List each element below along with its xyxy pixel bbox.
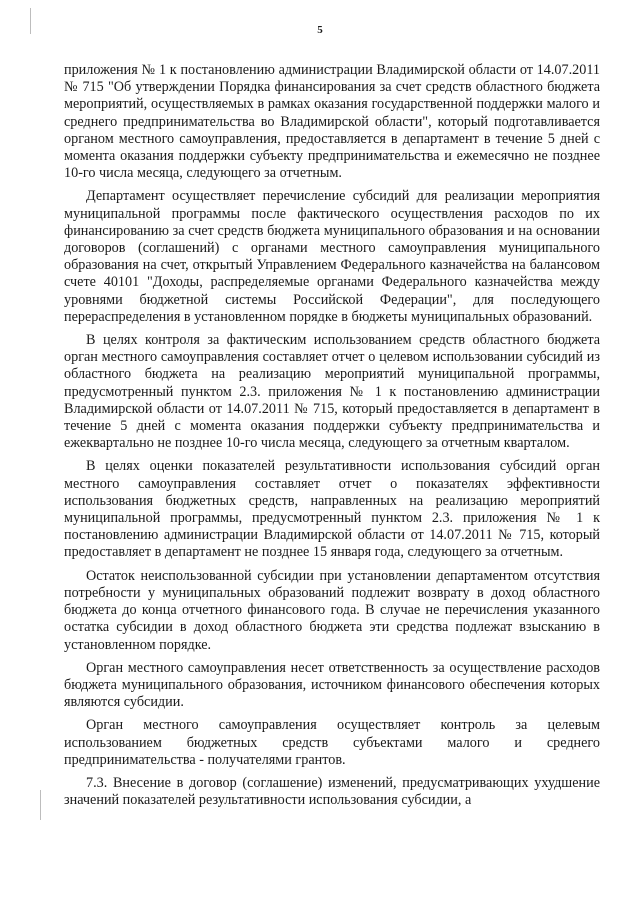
paragraph-7: Орган местного самоуправления осуществляет контроль за целевым использованием бюджетных средств субъектами малого и среднего предпринимательства - получателями грантов.: [64, 717, 600, 768]
paragraph-3: В целях контроля за фактическим использованием средств областного бюджета орган местного самоуправления составляет отчет о целевом использовании субсидий из областного бюджета на реализацию мероприятий муниципальной программы, предусмотренный пунктом 2.3. приложения № 1 к постановлению администрации Владимирской области от 14.07.2011 № 715, который предоставляется в департамент в течение 5 дней с момента оказания поддержки субъекту предпринимательства и ежеквартально не позднее 10-го числа месяца, следующего за отчетным кварталом.: [64, 332, 600, 452]
document-body: [64, 62, 600, 815]
paragraph-5: Остаток неиспользованной субсидии при установлении департаментом отсутствия потребности у муниципальных образований подлежит возврату в доход областного бюджета до конца отчетного финансового года. В случае не перечисления указанного остатка субсидии в доход областного бюджета эти средства подлежат взысканию в установленном порядке.: [64, 567, 600, 653]
paragraph-8: 7.3. Внесение в договор (соглашение) изменений, предусматривающих ухудшение значений показателей результативности использования субсидии, а: [64, 774, 600, 809]
paragraph-2: Департамент осуществляет перечисление субсидий для реализации мероприятия муниципальной программы после фактического осуществления расходов по их финансированию за счет средств бюджета муниципального образования и на основании договоров (соглашений) с органами местного самоуправления муниципального образования на счет, открытый Управлением Федерального казначейства на балансовом счете 40101 "Доходы, распределяемые органами Федерального казначейства между уровнями бюджетной системы Российской Федерации", для последующего перераспределения в установленном порядке в бюджеты муниципальных образований.: [64, 188, 600, 325]
scan-edge-mark: [40, 790, 41, 820]
paragraph-6: Орган местного самоуправления несет ответственность за осуществление расходов бюджета муниципального образования, источником финансового обеспечения которых являются субсидии.: [64, 659, 600, 711]
page-number: 5: [317, 24, 323, 36]
paragraph-1: приложения № 1 к постановлению администрации Владимирской области от 14.07.2011 № 715 "Об утверждении Порядка финансирования за счет средств областного бюджета мероприятий, осуществляемых в рамках оказания государственной поддержки малого и среднего предпринимательства во Владимирской области", который подготавливается органом местного самоуправления, предоставляется в департамент в течение 5 дней с момента оказания поддержки субъекту предпринимательства и ежемесячно не позднее 10-го числа месяца, следующего за отчетным.: [64, 62, 600, 182]
paragraph-4: В целях оценки показателей результативности использования субсидий орган местного самоуправления составляет отчет о показателях эффективности использования бюджетных средств, направленных на реализацию мероприятий муниципальной программы, предусмотренный пунктом 2.3. приложения № 1 к постановлению администрации Владимирской области от 14.07.2011 № 715, который предоставляет в департамент не позднее 15 января года, следующего за отчетным.: [64, 458, 600, 561]
